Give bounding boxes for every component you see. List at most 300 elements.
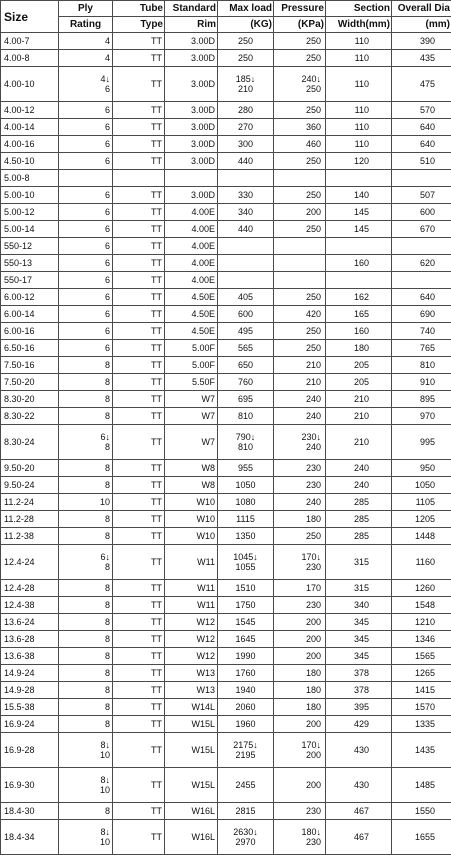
table-row [1,528,451,545]
tube-type-cell: TT [113,306,165,323]
ply-rating-cell: 8 [59,391,113,408]
section-width-cell: 340 [326,597,392,614]
size-cell: 5.00-10 [1,187,59,204]
standard-rim-cell: 3.00D [165,119,218,136]
max-load-cell: 405 [218,289,274,306]
section-width-cell: 110 [326,136,392,153]
max-load-cell: 600 [218,306,274,323]
standard-rim-cell: 3.00D [165,153,218,170]
standard-rim-cell: W10 [165,528,218,545]
ply-rating-cell: 6 [59,136,113,153]
max-load-cell: 1115 [218,511,274,528]
section-width-cell: 395 [326,699,392,716]
standard-rim-cell: 4.00E [165,255,218,272]
tube-type-cell: TT [113,204,165,221]
table-row [1,545,451,580]
size-cell: 13.6-28 [1,631,59,648]
standard-rim-cell: 3.00D [165,136,218,153]
overall-dia-cell: 1565 [392,648,451,665]
tube-type-cell: TT [113,153,165,170]
pressure-cell: 250 [274,221,326,238]
size-cell: 4.50-10 [1,153,59,170]
max-load-cell: 2060 [218,699,274,716]
ply-rating-cell: 8 [59,408,113,425]
standard-rim-cell: W13 [165,682,218,699]
overall-dia-cell: 1105 [392,494,451,511]
max-load-cell: 760 [218,374,274,391]
max-load-cell: 280 [218,102,274,119]
pressure-cell: 230 [274,460,326,477]
standard-rim-cell: W15L [165,768,218,803]
tube-type-cell: TT [113,340,165,357]
section-width-cell: 110 [326,33,392,50]
ply-rating-cell: 4 [59,50,113,67]
standard-rim-cell: W12 [165,614,218,631]
table-row [1,391,451,408]
max-load-cell: 1545 [218,614,274,631]
standard-rim-cell: 4.50E [165,323,218,340]
section-width-cell: 110 [326,50,392,67]
table-row [1,340,451,357]
size-cell: 5.00-8 [1,170,59,187]
overall-dia-cell: 1435 [392,733,451,768]
section-width-cell: 110 [326,119,392,136]
tube-type-cell: TT [113,119,165,136]
pressure-cell: 180 [274,699,326,716]
standard-rim-cell: W10 [165,494,218,511]
tube-header: Tube [113,1,165,17]
size-cell: 6.00-16 [1,323,59,340]
tube-type-cell: TT [113,391,165,408]
tube-type-cell: TT [113,102,165,119]
pressure-cell: 210 [274,374,326,391]
overall-dia-cell: 1415 [392,682,451,699]
ply-rating-cell: 6 [59,323,113,340]
section-width-cell: 160 [326,323,392,340]
pressure-cell: 200 [274,716,326,733]
ply-rating-cell: 6 [59,255,113,272]
table-row [1,597,451,614]
standard-rim-cell: W15L [165,716,218,733]
overall-dia-cell: 1448 [392,528,451,545]
tube-type-cell: TT [113,580,165,597]
ply-rating-cell: 6↓ 8 [59,545,113,580]
max-load-cell: 250 [218,33,274,50]
standard-rim-cell: W10 [165,511,218,528]
ply-rating-cell: 6 [59,153,113,170]
tube-type-cell: TT [113,187,165,204]
header-row-1 [1,1,451,17]
ply-rating-cell: 8 [59,803,113,820]
overall-dia-cell: 1346 [392,631,451,648]
table-row [1,408,451,425]
overall-dia-cell: 507 [392,187,451,204]
overall-dia-cell: 510 [392,153,451,170]
header-row-2 [1,17,451,33]
tube-type-cell: TT [113,477,165,494]
size-cell: 4.00-8 [1,50,59,67]
standard-header: Standard [165,1,218,17]
table-row [1,665,451,682]
overall-dia-cell: 475 [392,67,451,102]
ply-rating-cell: 8 [59,682,113,699]
overall-dia-cell: 765 [392,340,451,357]
dia-mm-header: (mm) [392,17,451,33]
tube-type-cell: TT [113,528,165,545]
section-width-cell: 345 [326,631,392,648]
standard-rim-cell: 5.00F [165,357,218,374]
ply-rating-cell: 8↓ 10 [59,820,113,855]
size-cell: 12.4-28 [1,580,59,597]
pressure-cell: 420 [274,306,326,323]
size-cell: 8.30-20 [1,391,59,408]
section-width-cell [326,238,392,255]
ply-rating-cell: 8 [59,648,113,665]
section-width-cell: 429 [326,716,392,733]
max-load-cell: 270 [218,119,274,136]
overall-dia-cell: 600 [392,204,451,221]
max-load-cell: 1045↓ 1055 [218,545,274,580]
section-width-cell: 467 [326,803,392,820]
ply-rating-cell: 8 [59,597,113,614]
pressure-cell: 250 [274,33,326,50]
max-load-cell: 2815 [218,803,274,820]
overall-dia-cell: 995 [392,425,451,460]
size-cell: 14.9-28 [1,682,59,699]
table-row [1,820,451,855]
pressure-cell: 250 [274,102,326,119]
standard-rim-cell: W11 [165,545,218,580]
ply-rating-cell: 6 [59,204,113,221]
standard-rim-cell [165,170,218,187]
ply-rating-cell: 8 [59,631,113,648]
max-load-cell: 440 [218,153,274,170]
standard-rim-cell: 4.00E [165,204,218,221]
ply-rating-cell: 4↓ 6 [59,67,113,102]
section-width-cell: 110 [326,67,392,102]
overall-dia-cell: 570 [392,102,451,119]
pressure-cell: 360 [274,119,326,136]
max-load-cell: 1510 [218,580,274,597]
ply-rating-cell: 6 [59,187,113,204]
pressure-cell: 250 [274,153,326,170]
max-load-cell: 1080 [218,494,274,511]
size-cell: 12.4-38 [1,597,59,614]
overall-dia-cell: 1550 [392,803,451,820]
size-cell: 11.2-28 [1,511,59,528]
pressure-cell: 170 [274,580,326,597]
overall-dia-cell: 390 [392,33,451,50]
table-row [1,699,451,716]
size-cell: 550-13 [1,255,59,272]
section-width-cell: 467 [326,820,392,855]
table-body [1,33,451,855]
table-row [1,580,451,597]
ply-rating-cell: 8 [59,528,113,545]
max-load-cell: 1750 [218,597,274,614]
standard-rim-cell: W14L [165,699,218,716]
max-load-cell [218,238,274,255]
tube-type-cell: TT [113,494,165,511]
table-row [1,631,451,648]
ply-rating-cell: 6 [59,238,113,255]
overall-dia-cell: 1205 [392,511,451,528]
rim-header: Rim [165,17,218,33]
pressure-cell: 240↓ 250 [274,67,326,102]
section-width-cell: 315 [326,580,392,597]
size-cell: 8.30-24 [1,425,59,460]
size-cell: 16.9-30 [1,768,59,803]
overall-dia-cell: 1548 [392,597,451,614]
max-load-cell: 1645 [218,631,274,648]
table-row [1,803,451,820]
section-width-cell: 205 [326,357,392,374]
pressure-cell: 170↓ 230 [274,545,326,580]
size-cell: 12.4-24 [1,545,59,580]
section-width-cell: 315 [326,545,392,580]
section-width-cell: 160 [326,255,392,272]
standard-rim-cell: W8 [165,477,218,494]
tube-type-cell: TT [113,408,165,425]
tube-type-cell: TT [113,460,165,477]
tube-type-cell: TT [113,511,165,528]
pressure-cell: 250 [274,289,326,306]
standard-rim-cell: W16L [165,803,218,820]
tube-type-cell: TT [113,50,165,67]
table-row [1,374,451,391]
size-cell: 9.50-20 [1,460,59,477]
size-cell: 4.00-12 [1,102,59,119]
section-width-cell: 378 [326,665,392,682]
table-row [1,67,451,102]
section-width-cell: 285 [326,494,392,511]
standard-rim-cell: 3.00D [165,102,218,119]
size-cell: 4.00-14 [1,119,59,136]
section-width-cell: 110 [326,102,392,119]
pressure-header: Pressure [274,1,326,17]
tube-type-cell: TT [113,665,165,682]
standard-rim-cell: 3.00D [165,33,218,50]
overall-dia-cell: 895 [392,391,451,408]
max-load-cell: 2455 [218,768,274,803]
type-header: Type [113,17,165,33]
ply-header: Ply [59,1,113,17]
table-row [1,50,451,67]
section-width-cell: 285 [326,528,392,545]
size-cell: 18.4-34 [1,820,59,855]
rating-header: Rating [59,17,113,33]
table-row [1,716,451,733]
overall-dia-cell: 1335 [392,716,451,733]
max-load-cell: 2630↓ 2970 [218,820,274,855]
size-cell: 14.9-24 [1,665,59,682]
tube-type-cell: TT [113,699,165,716]
ply-rating-cell: 4 [59,33,113,50]
max-load-cell [218,170,274,187]
pressure-cell: 230 [274,597,326,614]
max-load-cell [218,255,274,272]
kpa-header: (KPa) [274,17,326,33]
ply-rating-cell: 8 [59,614,113,631]
section-width-cell: 430 [326,768,392,803]
pressure-cell: 180 [274,665,326,682]
section-width-cell [326,170,392,187]
pressure-cell: 230 [274,803,326,820]
size-cell: 11.2-38 [1,528,59,545]
max-load-cell: 695 [218,391,274,408]
overall-dia-cell: 810 [392,357,451,374]
section-width-cell [326,272,392,289]
tube-type-cell: TT [113,323,165,340]
pressure-cell: 200 [274,648,326,665]
section-header: Section [326,1,392,17]
overall-dia-cell: 640 [392,119,451,136]
overall-dia-cell: 1050 [392,477,451,494]
pressure-cell: 250 [274,187,326,204]
pressure-cell: 180↓ 230 [274,820,326,855]
kg-header: (KG) [218,17,274,33]
standard-rim-cell: 3.00D [165,67,218,102]
ply-rating-cell: 6 [59,119,113,136]
overall-dia-header: Overall Dia [392,1,451,17]
pressure-cell: 240 [274,494,326,511]
overall-dia-cell: 435 [392,50,451,67]
overall-dia-cell: 1570 [392,699,451,716]
standard-rim-cell: W12 [165,648,218,665]
ply-rating-cell: 6 [59,289,113,306]
ply-rating-cell: 8 [59,716,113,733]
size-cell: 15.5-38 [1,699,59,716]
section-width-cell: 145 [326,204,392,221]
table-row [1,477,451,494]
tube-type-cell: TT [113,614,165,631]
pressure-cell: 250 [274,50,326,67]
ply-rating-cell: 8 [59,699,113,716]
table-row [1,33,451,50]
section-width-cell: 285 [326,511,392,528]
tube-type-cell: TT [113,374,165,391]
max-load-cell [218,272,274,289]
section-width-cell: 378 [326,682,392,699]
section-width-cell: 345 [326,614,392,631]
pressure-cell: 250 [274,340,326,357]
overall-dia-cell: 1265 [392,665,451,682]
section-width-cell: 165 [326,306,392,323]
standard-rim-cell: 3.00D [165,50,218,67]
max-load-cell: 250 [218,50,274,67]
table-row [1,153,451,170]
size-cell: 7.50-20 [1,374,59,391]
table-row [1,425,451,460]
ply-rating-cell: 8 [59,665,113,682]
tube-type-cell: TT [113,768,165,803]
table-row [1,460,451,477]
table-row [1,187,451,204]
standard-rim-cell: 5.00F [165,340,218,357]
size-cell: 5.00-14 [1,221,59,238]
tube-type-cell: TT [113,682,165,699]
standard-rim-cell: 4.00E [165,238,218,255]
size-cell: 4.00-16 [1,136,59,153]
section-width-cell: 430 [326,733,392,768]
size-cell: 550-12 [1,238,59,255]
section-width-cell: 240 [326,477,392,494]
section-width-cell: 140 [326,187,392,204]
max-load-cell: 565 [218,340,274,357]
size-cell: 550-17 [1,272,59,289]
table-row [1,323,451,340]
standard-rim-cell: W11 [165,597,218,614]
max-load-cell: 1960 [218,716,274,733]
overall-dia-cell [392,238,451,255]
standard-rim-cell: W8 [165,460,218,477]
max-load-cell: 300 [218,136,274,153]
standard-rim-cell: 4.00E [165,221,218,238]
section-width-cell: 120 [326,153,392,170]
pressure-cell [274,255,326,272]
size-cell: 18.4-30 [1,803,59,820]
pressure-cell: 180 [274,511,326,528]
table-row [1,648,451,665]
size-cell: 13.6-24 [1,614,59,631]
tube-type-cell: TT [113,597,165,614]
ply-rating-cell [59,170,113,187]
section-width-cell: 210 [326,408,392,425]
overall-dia-cell: 1485 [392,768,451,803]
size-cell: 7.50-16 [1,357,59,374]
ply-rating-cell: 8 [59,357,113,374]
overall-dia-cell: 640 [392,136,451,153]
standard-rim-cell: 5.50F [165,374,218,391]
pressure-cell: 460 [274,136,326,153]
size-cell: 11.2-24 [1,494,59,511]
tube-type-cell [113,170,165,187]
tube-type-cell: TT [113,716,165,733]
tube-type-cell: TT [113,803,165,820]
overall-dia-cell: 970 [392,408,451,425]
overall-dia-cell [392,272,451,289]
size-cell: 16.9-24 [1,716,59,733]
section-width-cell: 145 [326,221,392,238]
standard-rim-cell: W7 [165,408,218,425]
pressure-cell: 250 [274,528,326,545]
tube-type-cell: TT [113,272,165,289]
table-row [1,221,451,238]
pressure-cell [274,170,326,187]
ply-rating-cell: 8↓ 10 [59,733,113,768]
overall-dia-cell: 640 [392,289,451,306]
section-width-cell: 210 [326,391,392,408]
standard-rim-cell: W11 [165,580,218,597]
pressure-cell: 170↓ 200 [274,733,326,768]
max-load-cell: 495 [218,323,274,340]
pressure-cell: 200 [274,614,326,631]
tube-type-cell: TT [113,221,165,238]
size-cell: 6.00-12 [1,289,59,306]
table-row [1,511,451,528]
section-width-cell: 205 [326,374,392,391]
tube-type-cell: TT [113,289,165,306]
tube-type-cell: TT [113,33,165,50]
ply-rating-cell: 8 [59,580,113,597]
standard-rim-cell: 4.00E [165,272,218,289]
max-load-cell: 650 [218,357,274,374]
ply-rating-cell: 8 [59,511,113,528]
overall-dia-cell: 670 [392,221,451,238]
tube-type-cell: TT [113,733,165,768]
standard-rim-cell: W13 [165,665,218,682]
tube-type-cell: TT [113,425,165,460]
